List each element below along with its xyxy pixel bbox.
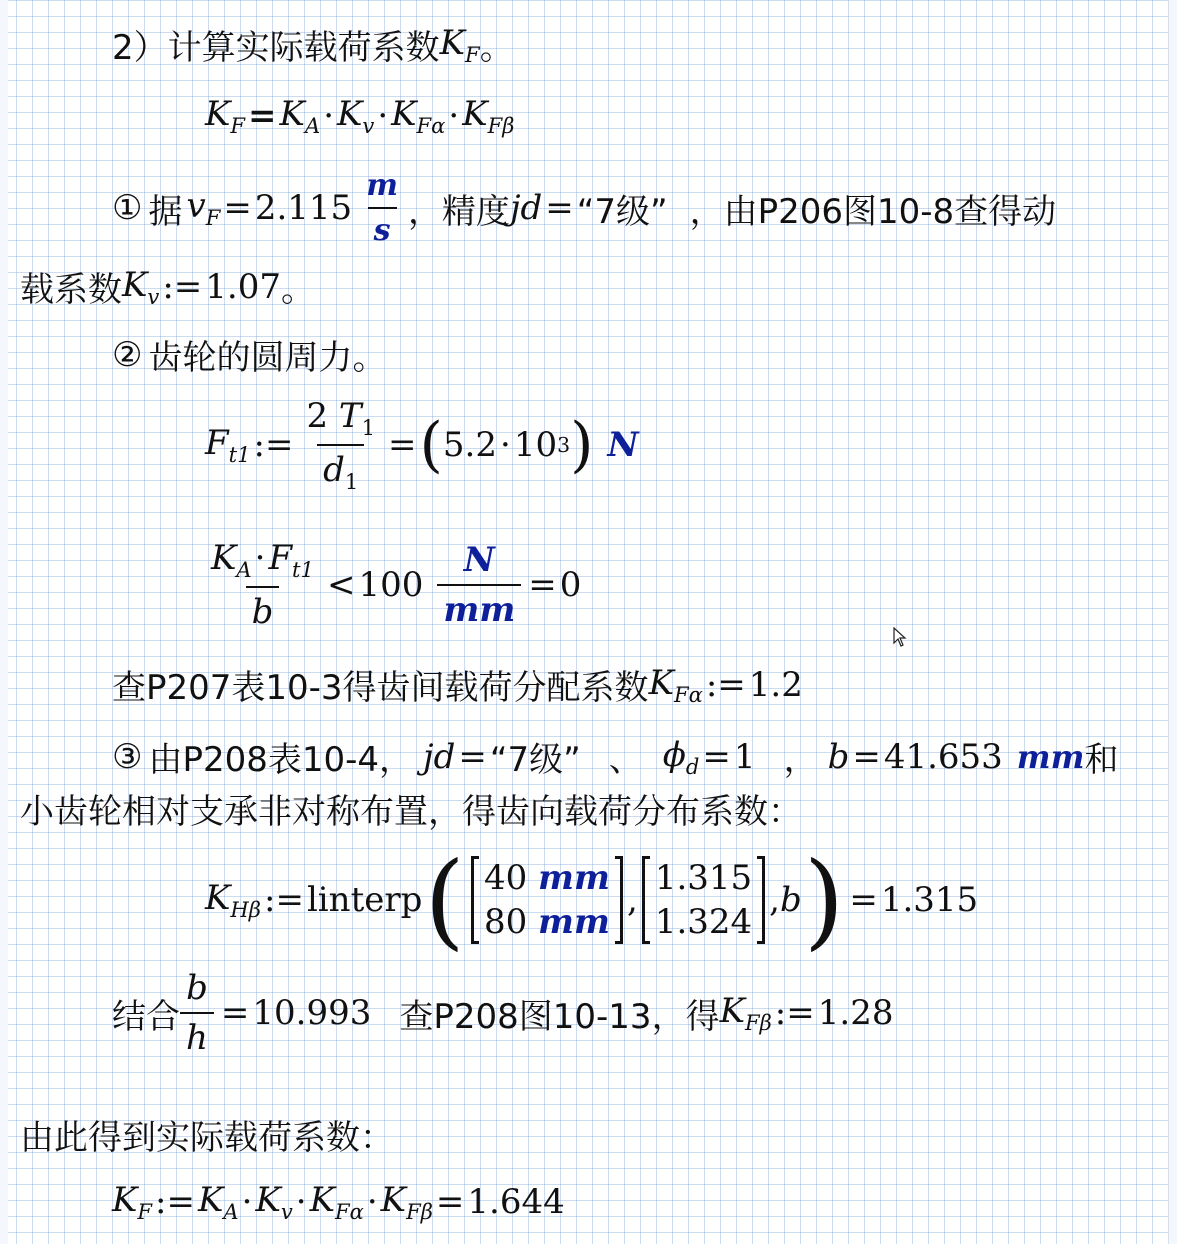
kv-value[interactable]: 1.07	[205, 266, 281, 307]
section-heading: 2）计算实际载荷系数 $K_F$ 。	[112, 22, 514, 68]
velocity-unit[interactable]: $\frac{m}{s}$	[366, 168, 398, 248]
mouse-pointer-icon	[893, 627, 907, 651]
bh-ratio-line: 结合 $\frac{b}{h}$ = 10.993 查P208图10-13，得 $K_{F\beta}$ := 1.28	[112, 968, 894, 1058]
kfa-value[interactable]: 1.2	[748, 664, 803, 705]
kf-result-formula[interactable]: $K_F$ := $K_A$ · $K_v$ · $K_{F\alpha}$ · $K_{F\beta}$ = 1.644	[112, 1180, 565, 1224]
step2-title: ② 齿轮的圆周力。	[112, 334, 387, 378]
precision-value[interactable]: “7级”	[576, 191, 668, 232]
conclusion-text: 由此得到实际载荷系数：	[20, 1118, 394, 1158]
ft1-formula[interactable]: $F_{t1}$ := $\frac{2 T_1}{d_1}$ = ( 5.2 · 10 3 ) N	[205, 396, 639, 494]
step1-line2: 载系数 $K_v$ := 1.07 。	[20, 264, 315, 310]
step3-line1: ③ 由P208表10-4， jd = “7级” 、 $\phi_d$ = 1 ， b = 41.653 mm 和	[112, 734, 1119, 780]
force-unit: N	[607, 425, 639, 465]
step3-line2: 小齿轮相对支承非对称布置，得齿向载荷分布系数：	[20, 792, 802, 832]
step1-line1: ① 据 $v_F$ = 2.115 $\frac{m}{s}$ ，精度 jd = “7级” ，由P206图10-8查得动	[112, 168, 1057, 248]
velocity-value[interactable]: 2.115	[254, 188, 353, 228]
left-margin	[0, 0, 8, 1244]
kf-result-value[interactable]: 1.644	[467, 1182, 565, 1222]
right-margin	[1168, 0, 1177, 1244]
kf-definition-formula[interactable]: $K_F$ = $K_A$ · $K_v$ · $K_{F\alpha}$ · $K_{F\beta}$	[205, 94, 515, 138]
kfa-line: 查P207表10-3得齿间载荷分配系数 $K_{F\alpha}$ := 1.2	[112, 662, 803, 708]
khb-linterp-formula[interactable]: $K_{H\beta}$ := linterp ( 40 mm 80 mm , 1.315 1.324 , b ) = 1.315	[205, 839, 979, 961]
load-intensity-check[interactable]: $\frac{K_A\cdot F_{t1}}{b}$ < 100 $\frac{N}{mm}$ = 0	[211, 538, 582, 632]
